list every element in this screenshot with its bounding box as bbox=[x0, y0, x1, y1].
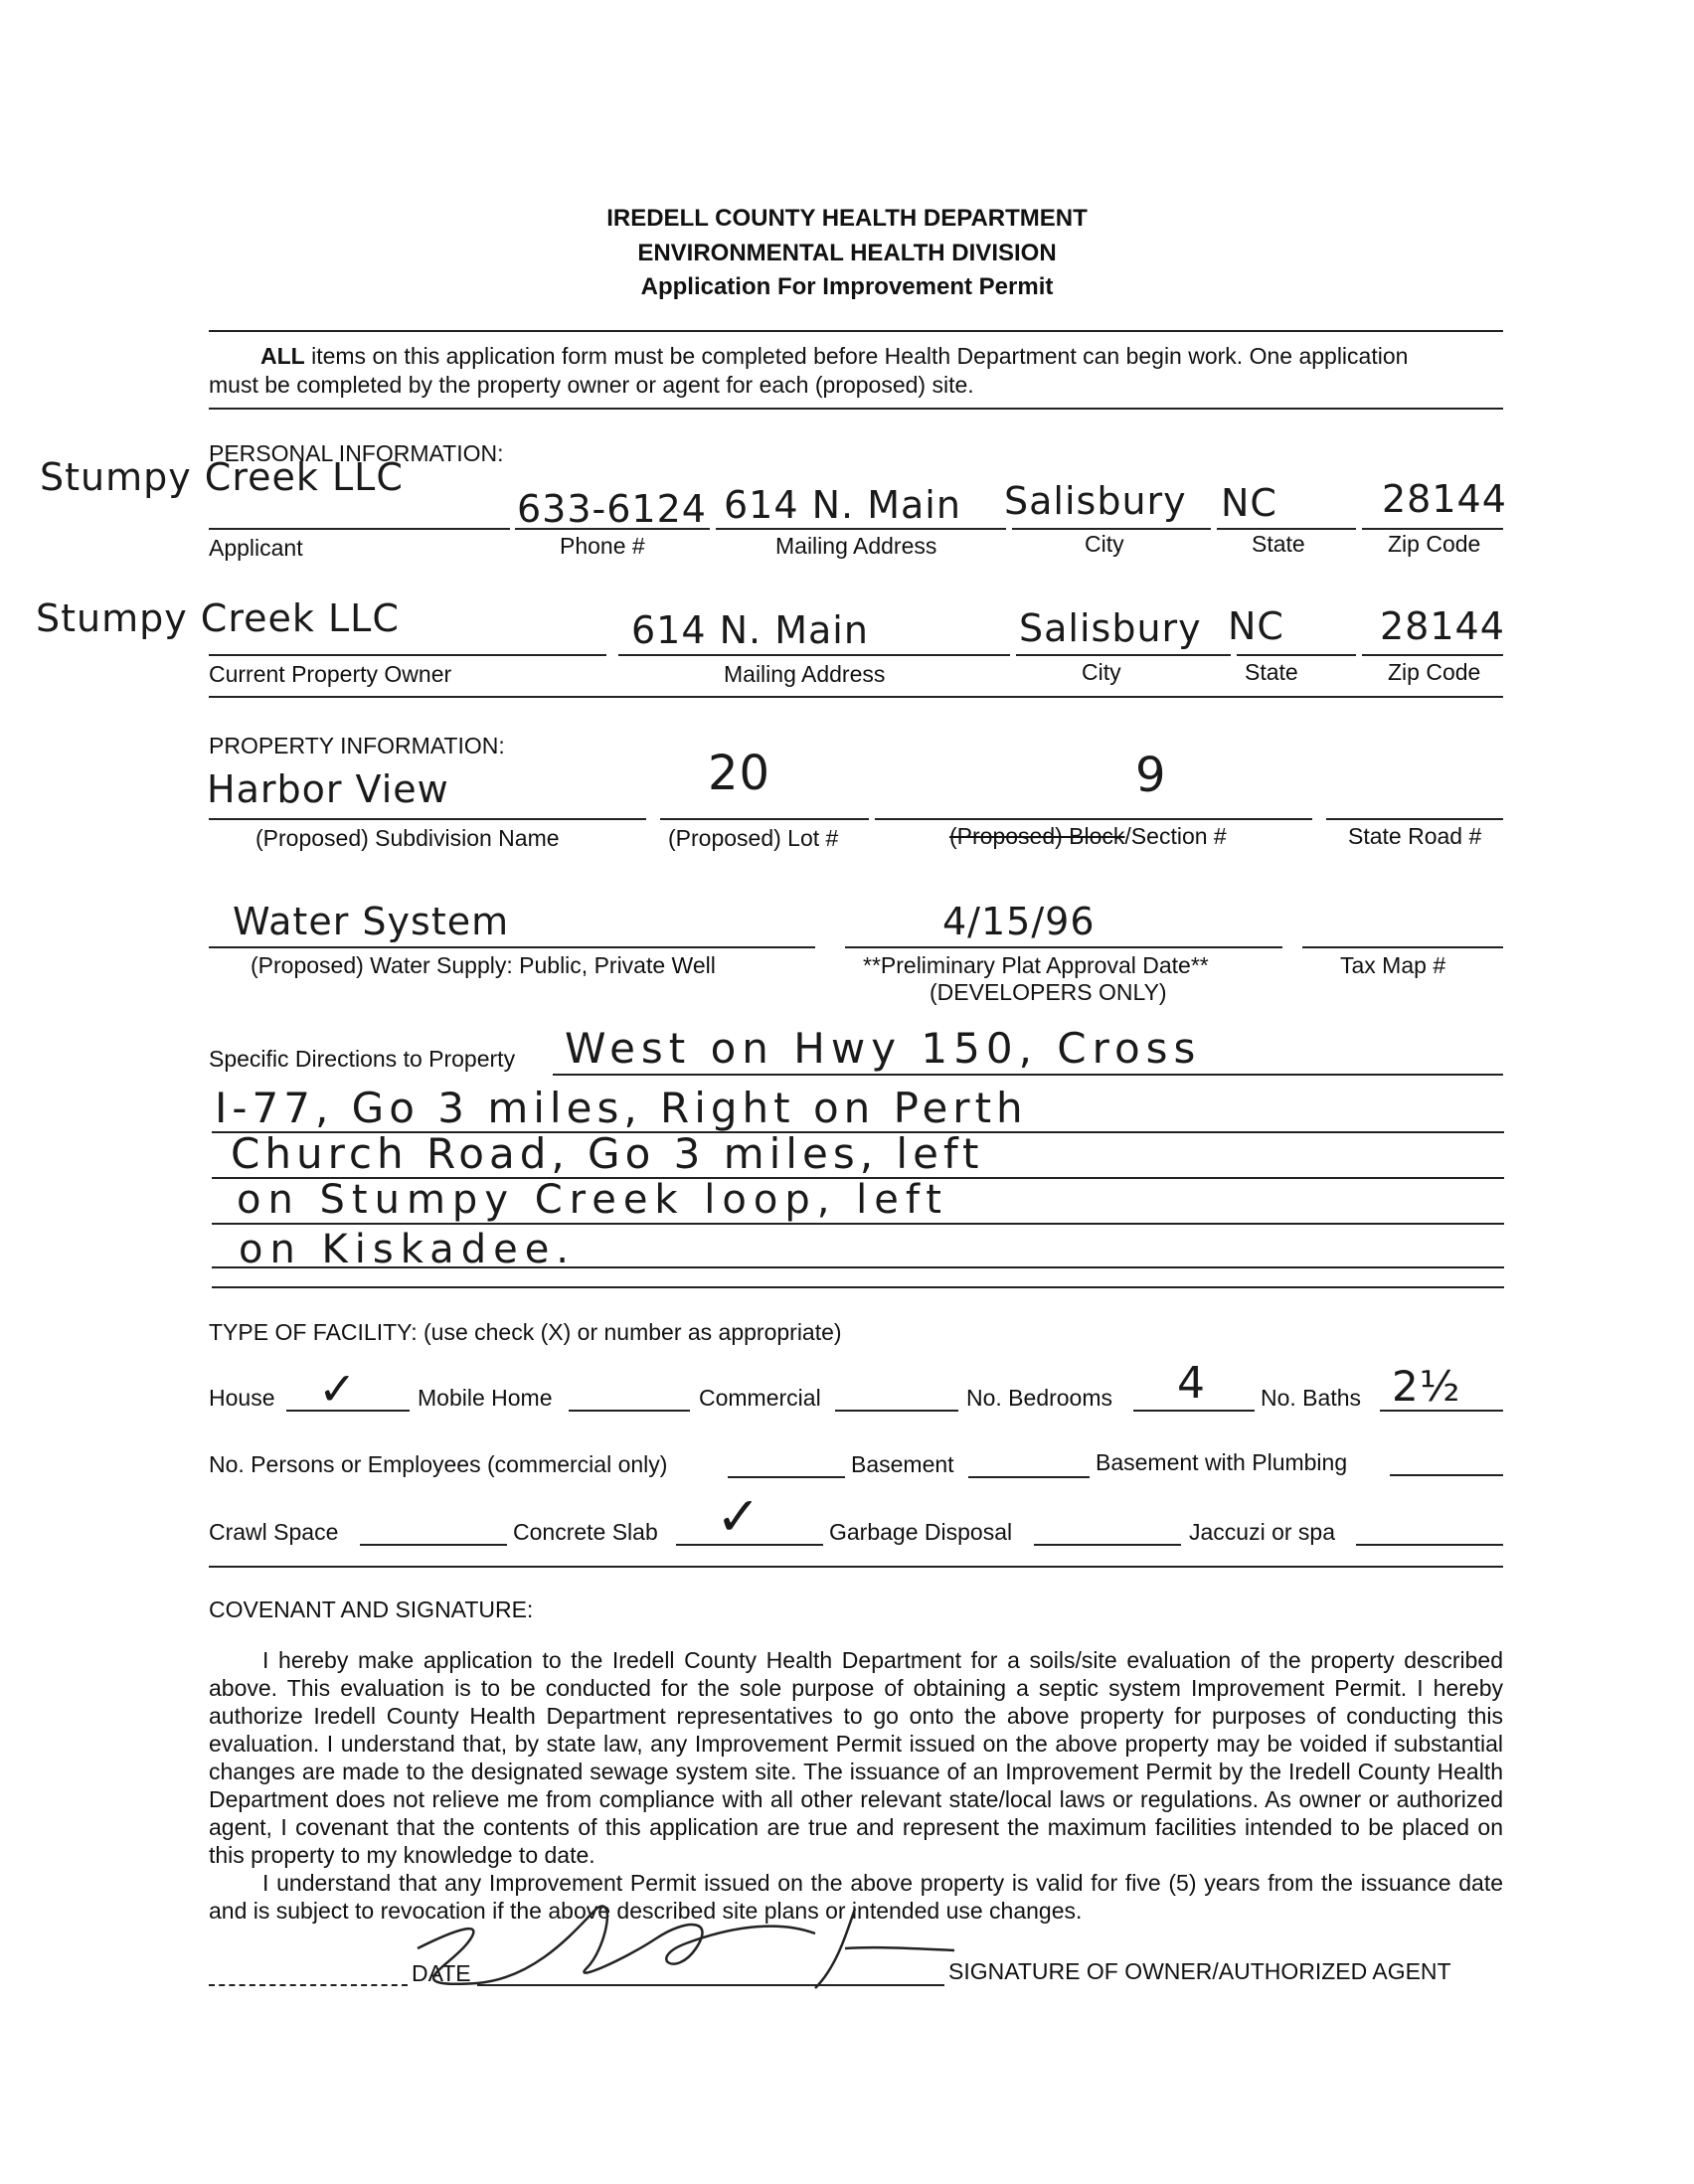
house-check[interactable]: ✓ bbox=[318, 1362, 358, 1416]
baths-label: No. Baths bbox=[1261, 1385, 1361, 1411]
covenant-paragraph-2: I understand that any Improvement Permit issued on the above property is valid for five (5) years from the issuance date and is subject to revocation if the above described site plans or intended use changes. bbox=[209, 1870, 1503, 1924]
date-label: DATE bbox=[412, 1960, 471, 1986]
division-title: ENVIRONMENTAL HEALTH DIVISION bbox=[637, 240, 1057, 266]
personal-heading: PERSONAL INFORMATION: bbox=[209, 440, 504, 466]
owner-address-value[interactable]: 614 N. Main bbox=[631, 608, 869, 652]
owner-label: Current Property Owner bbox=[209, 661, 452, 687]
owner-zip-label: Zip Code bbox=[1388, 659, 1481, 685]
date-field[interactable] bbox=[209, 1984, 408, 1986]
tax-map-label: Tax Map # bbox=[1340, 952, 1446, 978]
applicant-zip-value[interactable]: 28144 bbox=[1382, 477, 1507, 521]
tax-map-line bbox=[1302, 946, 1503, 948]
owner-address-line bbox=[618, 654, 1010, 656]
plat-line bbox=[845, 946, 1282, 948]
covenant-paragraph-1: I hereby make application to the Iredell County Health Department for a soils/site evaluation of the property described above. This evaluation is to be conducted for the sole purpose of obtaining a septic system Improvement Permit. I hereby authorize Iredell County Health Department representatives to go onto the above property for purposes of conducting this evaluation. I understand that, by state law, any Improvement Permit issued on the above property may be voided if substantial changes are made to the designated sewage system site. The issuance of an Improvement Permit by the Iredell County Health Department does not relieve me from compliance with all other relevant state/local laws or regulations. As owner or authorized agent, I covenant that the contents of this application are true and represent the maximum facilities intended to be placed on this property to my knowledge to date. bbox=[209, 1647, 1503, 1868]
state-line bbox=[1217, 528, 1356, 530]
plat-label: **Preliminary Plat Approval Date** bbox=[863, 952, 1209, 978]
divider bbox=[209, 696, 1503, 698]
block-struck: (Proposed) Block bbox=[949, 823, 1125, 849]
water-supply-value[interactable]: Water System bbox=[233, 900, 510, 943]
owner-zip-value[interactable]: 28144 bbox=[1380, 604, 1505, 648]
commercial-label: Commercial bbox=[699, 1385, 821, 1411]
property-heading: PROPERTY INFORMATION: bbox=[209, 733, 505, 758]
mailing-address-label: Mailing Address bbox=[775, 533, 937, 559]
jacuzzi-label: Jaccuzi or spa bbox=[1189, 1519, 1336, 1545]
basement-field[interactable] bbox=[968, 1476, 1090, 1478]
state-label: State bbox=[1252, 531, 1305, 557]
garbage-disposal-field[interactable] bbox=[1034, 1544, 1181, 1546]
signature-label: SIGNATURE OF OWNER/AUTHORIZED AGENT bbox=[948, 1958, 1451, 1984]
facility-heading: TYPE OF FACILITY: (use check (X) or number as appropriate) bbox=[209, 1319, 842, 1345]
owner-line bbox=[209, 654, 606, 656]
divider bbox=[209, 330, 1503, 332]
state-road-label: State Road # bbox=[1348, 823, 1482, 849]
applicant-label: Applicant bbox=[209, 535, 303, 561]
owner-name-value[interactable]: Stumpy Creek LLC bbox=[36, 596, 400, 640]
state-road-line bbox=[1326, 818, 1503, 820]
owner-city-label: City bbox=[1082, 659, 1121, 685]
phone-label: Phone # bbox=[560, 533, 645, 559]
signature-scribble bbox=[398, 1889, 994, 1998]
commercial-field[interactable] bbox=[835, 1410, 958, 1412]
directions-rule bbox=[212, 1223, 1504, 1225]
section-value[interactable]: 9 bbox=[1135, 748, 1167, 803]
covenant-heading: COVENANT AND SIGNATURE: bbox=[209, 1596, 534, 1622]
covenant-text bbox=[209, 1646, 1503, 1925]
water-line bbox=[209, 946, 815, 948]
intro-text bbox=[260, 343, 1408, 370]
owner-state-label: State bbox=[1245, 659, 1298, 685]
applicant-phone-value[interactable]: 633-6124 bbox=[517, 487, 707, 531]
applicant-line bbox=[209, 528, 510, 530]
subdivision-value[interactable]: Harbor View bbox=[207, 767, 449, 811]
directions-line-1[interactable]: West on Hwy 150, Cross bbox=[565, 1024, 1202, 1073]
directions-line-3[interactable]: Church Road, Go 3 miles, left bbox=[231, 1129, 984, 1178]
divider bbox=[209, 1566, 1503, 1568]
department-title: IREDELL COUNTY HEALTH DEPARTMENT bbox=[606, 205, 1088, 232]
water-label: (Proposed) Water Supply: Public, Private Well bbox=[251, 952, 716, 978]
directions-label: Specific Directions to Property bbox=[209, 1046, 516, 1072]
mobile-home-label: Mobile Home bbox=[418, 1385, 553, 1411]
directions-rule bbox=[212, 1286, 1504, 1288]
developers-label: (DEVELOPERS ONLY) bbox=[930, 979, 1167, 1005]
basement-label: Basement bbox=[851, 1451, 954, 1477]
owner-state-value[interactable]: NC bbox=[1228, 604, 1284, 648]
lot-line bbox=[660, 818, 869, 820]
basement-plumbing-label: Basement with Plumbing bbox=[1096, 1449, 1348, 1475]
applicant-address-value[interactable]: 614 N. Main bbox=[724, 483, 961, 527]
city-label: City bbox=[1085, 531, 1124, 557]
section-label bbox=[949, 823, 1227, 850]
concrete-slab-check[interactable]: ✓ bbox=[716, 1485, 762, 1548]
lot-value[interactable]: 20 bbox=[708, 746, 771, 801]
owner-city-line bbox=[1016, 654, 1231, 656]
zip-label: Zip Code bbox=[1388, 531, 1481, 557]
persons-field[interactable] bbox=[728, 1476, 845, 1478]
subdivision-label: (Proposed) Subdivision Name bbox=[255, 825, 560, 851]
bedrooms-label: No. Bedrooms bbox=[966, 1385, 1113, 1411]
section-line bbox=[875, 818, 1312, 820]
directions-line-5[interactable]: on Kiskadee. bbox=[239, 1227, 577, 1272]
plat-date-value[interactable]: 4/15/96 bbox=[942, 900, 1096, 943]
persons-label: No. Persons or Employees (commercial only) bbox=[209, 1451, 668, 1477]
owner-address-label: Mailing Address bbox=[724, 661, 886, 687]
intro-bold: ALL bbox=[260, 343, 305, 369]
applicant-state-value[interactable]: NC bbox=[1221, 481, 1277, 525]
intro-text-2: must be completed by the property owner or agent for each (proposed) site. bbox=[209, 372, 974, 398]
form-title: Application For Improvement Permit bbox=[640, 273, 1054, 300]
directions-rule bbox=[212, 1266, 1504, 1268]
bedrooms-field[interactable] bbox=[1133, 1410, 1255, 1412]
owner-city-value[interactable]: Salisbury bbox=[1019, 606, 1202, 650]
garbage-disposal-label: Garbage Disposal bbox=[829, 1519, 1013, 1545]
applicant-city-value[interactable]: Salisbury bbox=[1004, 479, 1187, 523]
section-label-text: /Section # bbox=[1124, 823, 1227, 849]
mobile-home-field[interactable] bbox=[569, 1410, 690, 1412]
owner-zip-line bbox=[1362, 654, 1503, 656]
zip-line bbox=[1362, 528, 1503, 530]
divider bbox=[209, 408, 1503, 410]
phone-line bbox=[515, 528, 710, 530]
directions-line-4[interactable]: on Stumpy Creek loop, left bbox=[237, 1177, 948, 1223]
directions-line-2[interactable]: I-77, Go 3 miles, Right on Perth bbox=[215, 1084, 1028, 1132]
concrete-slab-label: Concrete Slab bbox=[513, 1519, 658, 1545]
house-label: House bbox=[209, 1385, 275, 1411]
owner-state-line bbox=[1237, 654, 1356, 656]
baths-value[interactable]: 2½ bbox=[1392, 1362, 1461, 1411]
intro-text-1: items on this application form must be completed before Health Department can begin work. One application bbox=[304, 343, 1409, 369]
crawl-space-field[interactable] bbox=[360, 1544, 507, 1546]
basement-plumbing-field[interactable] bbox=[1390, 1474, 1503, 1476]
directions-rule bbox=[553, 1074, 1503, 1076]
city-line bbox=[1012, 528, 1211, 530]
applicant-name-value[interactable]: Stumpy Creek LLC bbox=[40, 455, 404, 499]
crawl-space-label: Crawl Space bbox=[209, 1519, 339, 1545]
subdivision-line bbox=[209, 818, 646, 820]
jacuzzi-field[interactable] bbox=[1356, 1544, 1503, 1546]
address-line bbox=[716, 528, 1006, 530]
bedrooms-value[interactable]: 4 bbox=[1177, 1358, 1206, 1409]
lot-label: (Proposed) Lot # bbox=[668, 825, 839, 851]
